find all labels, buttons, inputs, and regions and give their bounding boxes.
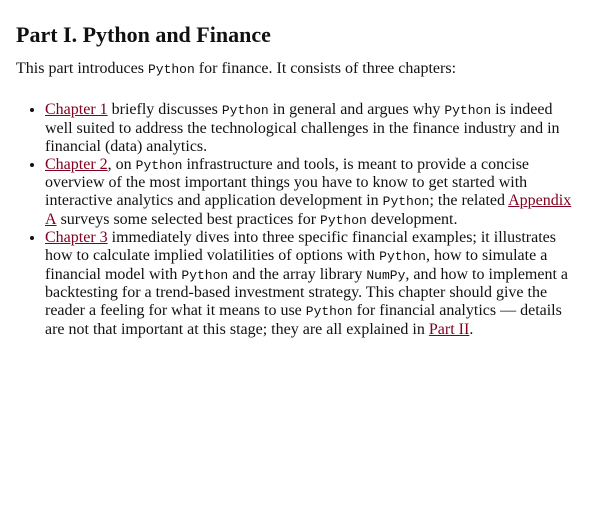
chapter-2-link[interactable]: Chapter 2 bbox=[45, 155, 108, 173]
appendix-a-link[interactable]: Appendix A bbox=[45, 191, 572, 228]
inline-code: Python bbox=[135, 157, 183, 173]
inline-code: Python bbox=[305, 304, 353, 320]
item-text: , and how to implement a backtesting for a trend-based investment strategy. This chapter should give the reader a feeling for what it means to use bbox=[45, 265, 569, 320]
item-text: is indeed well suited to address the technological challenges in the finance industry and in financial (data) analytics. bbox=[45, 101, 560, 155]
item-text: in general and argues why bbox=[268, 101, 445, 119]
item-text: ; the related bbox=[429, 191, 509, 209]
item-text: development. bbox=[366, 210, 458, 228]
list-item-chapter-3 bbox=[45, 229, 577, 338]
list-item-chapter-1 bbox=[45, 101, 577, 155]
chapter-1-link[interactable]: Chapter 1 bbox=[45, 101, 108, 119]
inline-code: Python bbox=[147, 62, 195, 78]
intro-paragraph bbox=[16, 60, 577, 79]
item-text: for financial analytics — details are not that important at this stage; they are all explained in bbox=[45, 302, 562, 338]
item-text: briefly discusses bbox=[107, 101, 222, 119]
item-text: and the array library bbox=[228, 265, 367, 283]
list-item-chapter-2 bbox=[45, 156, 577, 230]
inline-code: NumPy bbox=[366, 267, 406, 283]
inline-code: Python bbox=[181, 267, 229, 283]
inline-code: Python bbox=[320, 212, 367, 228]
inline-code: Python bbox=[221, 103, 269, 119]
chapter-3-link[interactable]: Chapter 3 bbox=[45, 229, 108, 247]
item-text: . bbox=[469, 320, 474, 338]
item-text: infrastructure and tools, is meant to provide a concise overview of the most important things you have to know to get started with interactive analytics and application development in bbox=[45, 155, 530, 209]
inline-code: Python bbox=[379, 249, 426, 265]
intro-text: This part introduces bbox=[16, 60, 148, 78]
item-text: immediately dives into three specific financial examples; it illustrates how to calculate implied volatilities of options with bbox=[45, 229, 556, 265]
item-text: , on bbox=[107, 155, 136, 173]
inline-code: Python bbox=[444, 103, 492, 119]
intro-text: for finance. It consists of three chapters: bbox=[194, 60, 457, 78]
item-text: surveys some selected best practices for bbox=[56, 210, 321, 228]
item-text: , how to simulate a financial model with bbox=[45, 247, 548, 283]
page-title: Part I. Python and Finance bbox=[16, 22, 271, 47]
inline-code: Python bbox=[382, 193, 430, 209]
part-ii-link[interactable]: Part II bbox=[428, 320, 470, 338]
chapter-list bbox=[16, 101, 577, 338]
